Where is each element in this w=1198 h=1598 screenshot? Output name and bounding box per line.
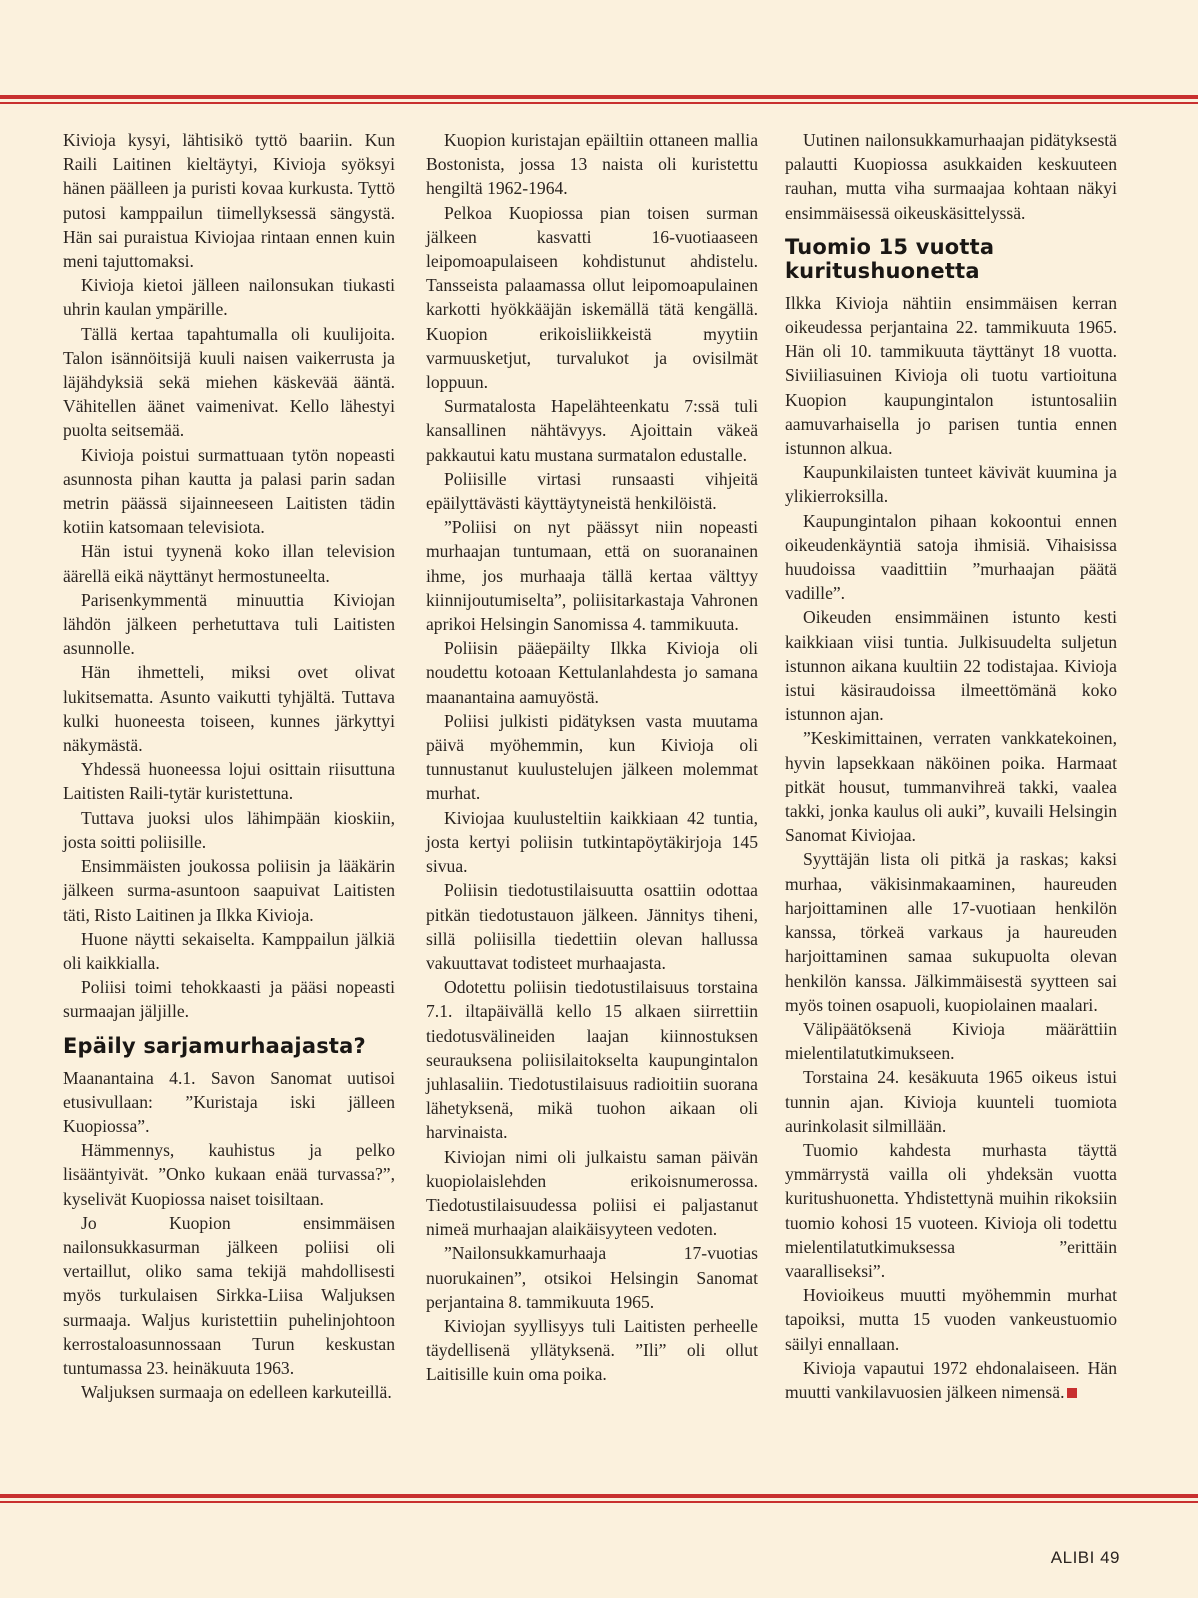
article-column-1 [63,128,395,1404]
paragraph: Yhdessä huoneessa lojui osittain riisuttuna Laitisten Raili-tytär kuristettuna. [63,759,395,804]
section-heading: Tuomio 15 vuotta kuritushuonetta [785,234,995,283]
paragraph: ”Poliisi on nyt päässyt niin nopeasti murhaajan tuntumaan, että on suoranainen ihme, jos murhaaja tällä kertaa välttyy kiinnijoutumiselta”, poliisitarkastaja Vahronen aprikoi Helsingin Sanomissa 4. tammikuuta. [426,517,758,635]
final-paragraph [785,1356,1117,1404]
paragraph: Torstaina 24. kesäkuuta 1965 oikeus istui tunnin ajan. Kivioja kuunteli tuomiota aurinkolasit silmillään. [785,1067,1117,1136]
paragraph: Kuopion kuristajan epäiltiin ottaneen mallia Bostonista, jossa 13 naista oli kuristettu hengiltä 1962-1964. [426,130,758,199]
paragraph: Tällä kertaa tapahtumalla oli kuulijoita. Talon isännöitsijä kuuli naisen vaikerrusta ja läjähdyksiä sekä miehen käskevää ääntä. Vähitellen äänet vaimenivat. Kello lähestyi puolta seitsemää. [63,323,395,441]
paragraph: Kaupungintalon pihaan kokoontui ennen oikeudenkäyntiä satoja ihmisiä. Vihaisissa huudoissa vaadittiin ”murhaajan päätä vadille”. [785,510,1117,604]
paragraph: Syyttäjän lista oli pitkä ja raskas; kaksi murhaa, väkisinmakaaminen, haureuden harjoittaminen alle 17-vuotiaan henkilön kanssa, törkeä varkaus ja haureuden harjoittaminen samaa sukupuolta olevan henkilön kanssa. Jälkimmäisestä syytteen sai myös toinen osapuoli, kuopiolainen maalari. [785,849,1117,1015]
paragraph: Poliisille virtasi runsaasti vihjeitä epäilyttävästi käyttäytyneistä henkilöistä. [426,468,758,514]
paragraph: Kivioja poistui surmattuaan tytön nopeasti asunnosta pihan kautta ja palasi parin sadan metrin päässä sijainneeseen Laitisten tädin kotiin katsomaan televisiota. [63,444,395,538]
end-mark-icon [1067,1388,1077,1398]
paragraph: Poliisi julkisti pidätyksen vasta muutama päivä myöhemmin, kun Kivioja oli tunnustanut kuulustelujen jälkeen molemmat murhat. [426,710,758,804]
paragraph: Kivioja kysyi, lähtisikö tyttö baariin. Kun Raili Laitinen kieltäytyi, Kivioja syöksyi hänen päälleen ja puristi kovaa kurkusta. Tyttö putosi kamppailun tiimellyksessä sängystä. Hän sai puraistua Kiviojaa rintaan ennen kuin meni tajuttomaksi. [63,130,395,272]
paragraph: Maanantaina 4.1. Savon Sanomat uutisoi etusivullaan: ”Kuristaja iski jälleen Kuopiossa”. [63,1067,395,1136]
paragraph: ”Nailonsukkamurhaaja 17-vuotias nuorukainen”, otsikoi Helsingin Sanomat perjantaina 8. tammikuuta 1965. [426,1243,758,1312]
paragraph: Hän istui tyynenä koko illan television äärellä eikä näyttänyt hermostuneelta. [63,541,395,586]
paragraph: Uutinen nailonsukkamurhaajan pidätyksestä palautti Kuopiossa asukkaiden keskuuteen rauhan, mutta viha surmaajaa kohtaan näkyi ensimmäisessä oikeuskäsittelyssä. [785,130,1117,223]
paragraph: Jo Kuopion ensimmäisen nailonsukkasurman jälkeen poliisi oli vertaillut, oliko sama tekijä mahdollisesti myös turkulaisen Sirkka-Liisa Waljuksen surmaaja. Waljus kuristettiin puhelinjohtoon kerrostaloasunnossaan Turun keskustan tuntumassa 23. heinäkuuta 1963. [63,1212,395,1378]
paragraph: ”Keskimittainen, verraten vankkatekoinen, hyvin lapsekkaan näköinen poika. Harmaat pitkät housut, tummanvihreä takki, vaalea takki, jonka kaulus oli auki”, kuvaili Helsingin Sanomat Kiviojaa. [785,728,1117,846]
paragraph: Hämmennys, kauhistus ja pelko lisääntyivät. ”Onko kukaan enää turvassa?”, kyselivät Kuopiossa naiset toisiltaan. [63,1140,395,1209]
paragraph: Oikeuden ensimmäinen istunto kesti kaikkiaan viisi tuntia. Julkisuudelta suljetun istunnon aikana kuultiin 22 todistajaa. Kivioja istui käsiraudoissa ilmeettömänä koko istunnon ajan. [785,607,1117,725]
article-column-3 [785,128,1117,1404]
paragraph: Surmatalosta Hapelähteenkatu 7:ssä tuli kansallinen nähtävyys. Ajoittain väkeä pakkautui katu mustana surmatalon edustalle. [426,396,758,465]
paragraph: Välipäätöksenä Kivioja määrättiin mielentilatutkimukseen. [785,1018,1117,1064]
paragraph: Kiviojan syyllisyys tuli Laitisten perheelle täydellisenä yllätyksenä. ”Ili” oli ollut Laitisille kuin oma poika. [426,1315,758,1385]
paragraph: Poliisin pääepäilty Ilkka Kivioja oli noudettu kotoaan Kettulanlahdesta jo samana maanantaina aamuyöstä. [426,638,758,707]
paragraph: Tuomio kahdesta murhasta täyttä ymmärrystä vailla oli yhdeksän vuotta kuritushuonetta. Yhdistettynä muihin rikoksiin tuomio kohosi 15 vuoteen. Kivioja oli todettu mielentilatutkimuksessa ”erittäin vaaralliseksi”. [785,1139,1117,1281]
paragraph: Odotettu poliisin tiedotustilaisuus torstaina 7.1. iltapäivällä kello 15 alkaen siirrettiin tiedotusvälineiden laajan kiinnostuksen seurauksena poliisilaitokselta kaupungintalon juhlasaliin. Tiedotustilaisuus radioitiin suorana lähetyksenä, mikä tuohon aikaan oli harvinaista. [426,977,758,1143]
paragraph: Huone näytti sekaiselta. Kamppailun jälkiä oli kaikkialla. [63,928,395,973]
paragraph: Ensimmäisten joukossa poliisin ja lääkärin jälkeen surma-asuntoon saapuivat Laitisten täti, Risto Laitinen ja Ilkka Kivioja. [63,856,395,925]
paragraph: Tuttava juoksi ulos lähimpään kioskiin, josta soitti poliisille. [63,807,395,852]
final-paragraph-text: Kivioja vapautui 1972 ehdonalaiseen. Hän muutti vankilavuosien jälkeen nimensä. [785,1357,1117,1402]
paragraph: Poliisin tiedotustilaisuutta osattiin odottaa pitkän tiedotustauon jälkeen. Jännitys tiheni, sillä poliisilla tiedettiin olevan hallussa vakuuttavat todisteet murhaajasta. [426,880,758,973]
article-column-2 [426,128,758,1387]
paragraph: Hän ihmetteli, miksi ovet olivat lukitsematta. Asunto vaikutti tyhjältä. Tuttava kulki huoneesta toiseen, kunnes järkyttyi näkymästä. [63,662,395,756]
paragraph: Hovioikeus muutti myöhemmin murhat tapoiksi, mutta 15 vuoden vankeustuomio säilyi ennallaan. [785,1285,1117,1354]
top-rule-thin [0,102,1198,104]
paragraph: Kiviojan nimi oli julkaistu saman päivän kuopiolaislehden erikoisnumerossa. Tiedotustilaisuudessa poliisi ei paljastanut nimeä murhaajan alaikäisyyteen vedoten. [426,1146,758,1240]
paragraph: Parisenkymmentä minuuttia Kiviojan lähdön jälkeen perhetuttava tuli Laitisten asunnolle. [63,589,395,659]
paragraph: Ilkka Kivioja nähtiin ensimmäisen kerran oikeudessa perjantaina 22. tammikuuta 1965. Hän oli 10. tammikuuta täyttänyt 18 vuotta. Siviiliasuinen Kivioja oli tuotu vartioituna Kuopion kaupungintalon istuntosaliin aamuvarhaisella jo parisen tuntia ennen istunnon alkua. [785,292,1117,459]
section-heading: Epäily sarjamurhaajasta? [63,1033,366,1058]
bottom-rule-thin [0,1501,1198,1503]
top-rule-thick [0,95,1198,99]
bottom-rule-thick [0,1494,1198,1498]
paragraph: Waljuksen surmaaja on edelleen karkuteillä. [81,1382,392,1403]
page-folio: ALIBI 49 [1050,1548,1120,1567]
paragraph: Pelkoa Kuopiossa pian toisen surman jälkeen kasvatti 16-vuotiaaseen leipomoapulaiseen kohdistunut ahdistelu. Tansseista palaamassa ollut leipomoapulainen karkotti hyökkääjän iskemällä tätä kengällä. Kuopion erikoisliikkeistä myytiin varmuusketjut, turvalukot ja ovisilmät loppuun. [426,202,758,393]
paragraph: Kivioja kietoi jälleen nailonsukan tiukasti uhrin kaulan ympärille. [63,275,395,320]
paragraph: Kaupunkilaisten tunteet kävivät kuumina ja ylikierroksilla. [785,462,1117,507]
paragraph: Poliisi toimi tehokkaasti ja pääsi nopeasti surmaajan jäljille. [63,977,395,1022]
paragraph: Kiviojaa kuulusteltiin kaikkiaan 42 tuntia, josta kertyi poliisin tutkintapöytäkirjoja 145 sivua. [426,807,758,877]
